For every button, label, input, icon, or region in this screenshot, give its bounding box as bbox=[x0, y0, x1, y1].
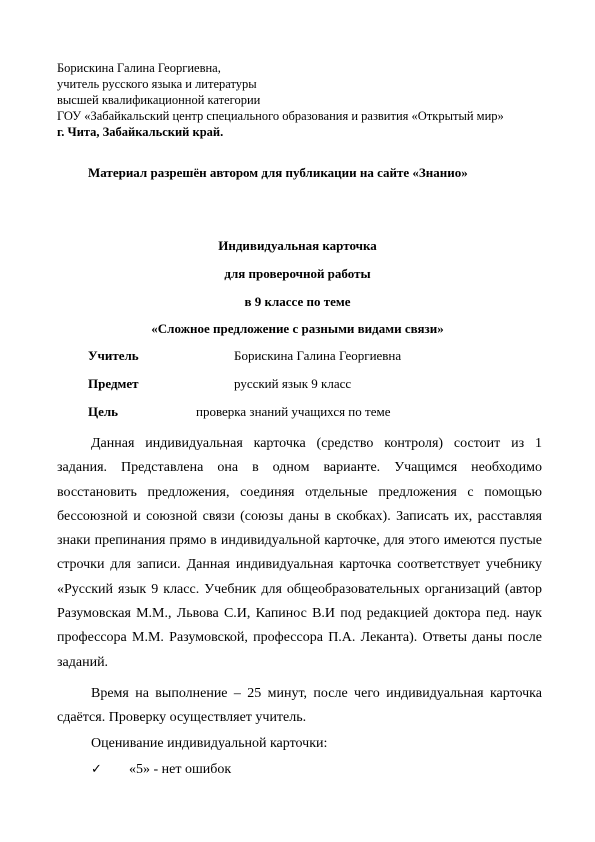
author-name: Борискина Галина Георгиевна, bbox=[57, 61, 221, 75]
grading-item bbox=[91, 762, 231, 778]
grading-item-text: «5» - нет ошибок bbox=[129, 762, 232, 777]
teacher-label: Учитель bbox=[88, 348, 139, 363]
description-paragraph: Данная индивидуальная карточка (средство контроля) состоит из 1 задания. Представлена она в одном варианте. Учащимся необходимо восстановить предложения, соединяя отдельные предложения с помощью бессоюзной и союзной связи (союзы даны в скобках). Записать их, расставляя знаки препинания прямо в индивидуальной карточке, для этого имеются пустые строчки для записи. Данная индивидуальная карточка соответствует учебнику «Русский язык 9 класс. Учебник для общеобразовательных организаций (автор Разумовская М.М., Львова С.И, Капинос В.И под редакцией доктора пед. наук профессора М.М. Разумовской, профессора П.А. Леканта). Ответы даны после заданий. bbox=[57, 436, 542, 670]
title-line-2: для проверочной работы bbox=[224, 266, 371, 281]
author-organization: ГОУ «Забайкальский центр специального образования и развития «Открытый мир» bbox=[57, 109, 504, 123]
subject-value: русский язык 9 класс bbox=[234, 376, 352, 391]
permission-note: Материал разрешён автором для публикации на сайте «Знанио» bbox=[88, 165, 468, 180]
author-position: учитель русского языка и литературы bbox=[57, 77, 257, 91]
subject-label: Предмет bbox=[88, 376, 139, 391]
checkmark-icon: ✓ bbox=[91, 762, 102, 777]
author-city: г. Чита, Забайкальский край. bbox=[57, 125, 224, 139]
title-line-1: Индивидуальная карточка bbox=[218, 238, 377, 253]
time-note-paragraph: Время на выполнение – 25 минут, после чего индивидуальная карточка сдаётся. Проверку осуществляет учитель. bbox=[57, 686, 542, 726]
goal-row bbox=[88, 404, 391, 420]
author-block bbox=[57, 60, 537, 140]
title-line-3: в 9 классе по теме bbox=[244, 294, 351, 309]
author-category: высшей квалификационной категории bbox=[57, 93, 261, 107]
goal-value: проверка знаний учащихся по теме bbox=[196, 404, 391, 419]
title-line-4: «Сложное предложение с разными видами связи» bbox=[151, 321, 444, 336]
grading-heading: Оценивание индивидуальной карточки: bbox=[91, 736, 328, 751]
subject-row bbox=[88, 376, 352, 392]
goal-label: Цель bbox=[88, 404, 119, 419]
teacher-value: Борискина Галина Георгиевна bbox=[234, 348, 402, 363]
teacher-row bbox=[88, 348, 402, 364]
